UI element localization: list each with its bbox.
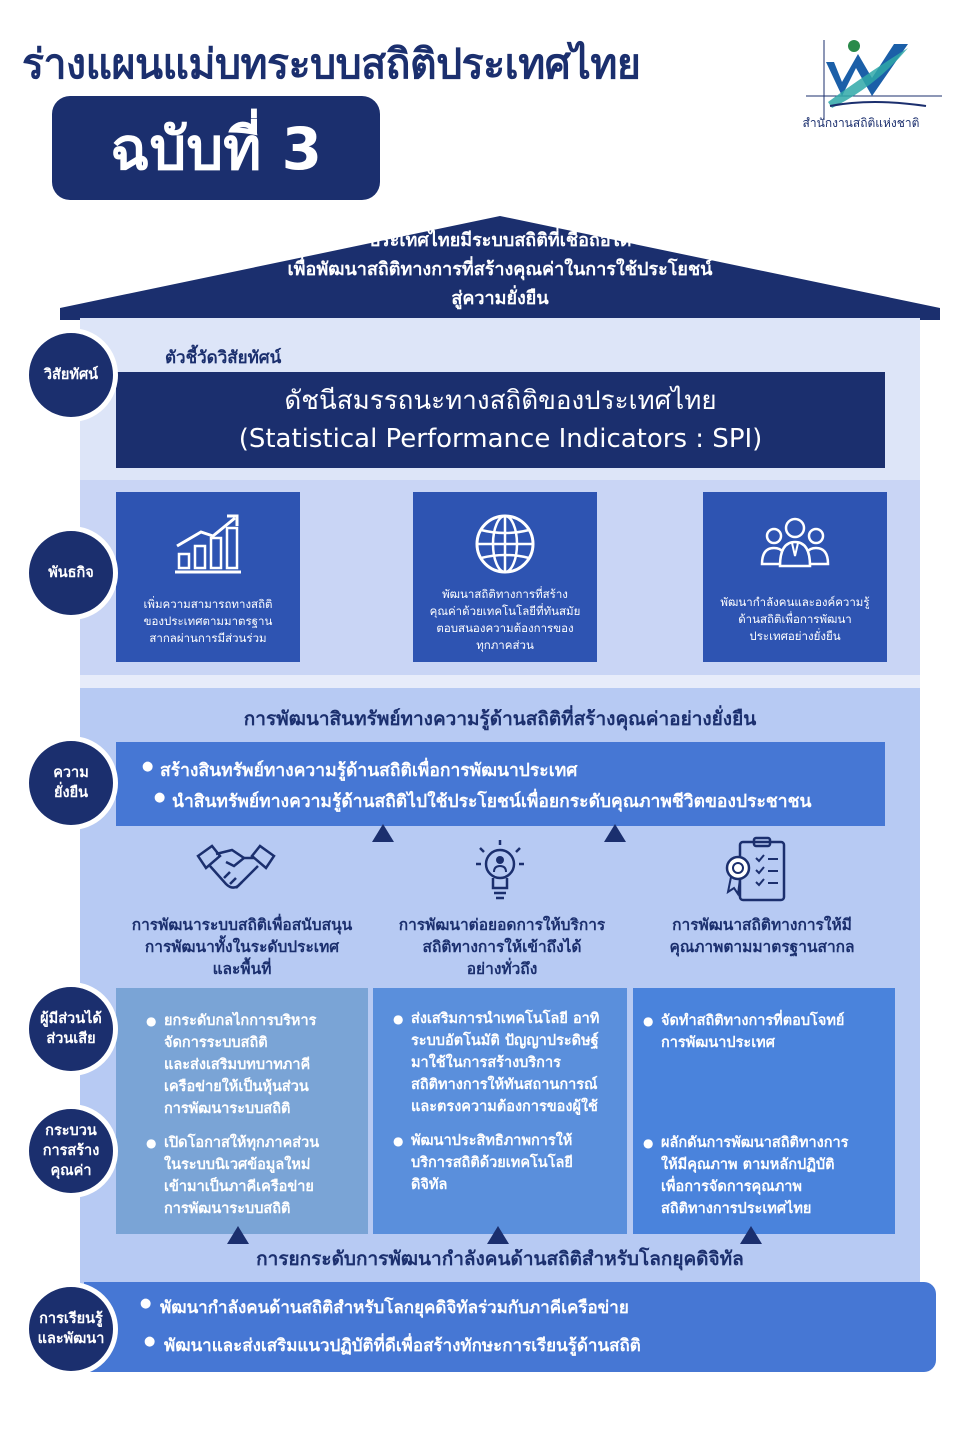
- pillar-item-line: และตรงความต้องการของผู้ใช้: [411, 1099, 598, 1115]
- learning-bullet: ● พัฒนาและส่งเสริมแนวปฏิบัติที่ดีเพื่อสร้างทักษะการเรียนรู้ด้านสถิติ: [164, 1332, 641, 1359]
- pillar-item: [164, 1010, 362, 1120]
- mission-card-2: [413, 492, 597, 662]
- side-label-text: ความ: [53, 765, 89, 781]
- pillar-item-line: เครือข่ายให้เป็นหุ้นส่วน: [164, 1079, 309, 1095]
- side-label-vision: [24, 328, 118, 422]
- pillar-item-line: ● เปิดโอกาสให้ทุกภาคส่วน: [164, 1135, 320, 1151]
- up-triangle-icon: [740, 1226, 762, 1244]
- pillar-item-line: ● ผลักดันการพัฒนาสถิติทางการ: [661, 1135, 849, 1151]
- pillar-title-3: [632, 914, 892, 958]
- pillar-item-line: ● ส่งเสริมการนำเทคโนโลยี อาทิ: [411, 1011, 600, 1027]
- side-label-learning: [24, 1282, 118, 1376]
- indicator-label: ตัวชี้วัดวิสัยทัศน์: [165, 348, 282, 368]
- pillar-title-2: [372, 914, 632, 980]
- sustainability-bullet: ● สร้างสินทรัพย์ทางความรู้ด้านสถิติเพื่อการพัฒนาประเทศ: [160, 756, 577, 784]
- side-label-text: ส่วนเสีย: [46, 1031, 96, 1047]
- mission-card-1: [116, 492, 300, 662]
- pillar-title-line: การพัฒนาสถิติทางการให้มี: [672, 916, 852, 934]
- up-triangle-icon: [227, 1226, 249, 1244]
- pillar-title-line: สถิติทางการให้เข้าถึงได้: [422, 938, 582, 956]
- pillar-item-line: จัดการระบบสถิติ: [164, 1035, 268, 1051]
- pillar-item-line: มาใช้ในการสร้างบริการ: [411, 1055, 561, 1071]
- vision-statement: [150, 226, 850, 313]
- side-label-text: วิสัยทัศน์: [43, 367, 99, 383]
- vision-line: สู่ความยั่งยืน: [451, 288, 549, 309]
- growth-chart-icon: [173, 512, 243, 576]
- pillar-item-line: สถิติทางการประเทศไทย: [661, 1201, 812, 1217]
- spi-title-thai: ดัชนีสมรรถนะทางสถิติของประเทศไทย: [284, 386, 717, 416]
- pillar-column-3: [633, 988, 895, 1234]
- pillar-item-line: ดิจิทัล: [411, 1177, 448, 1193]
- up-triangle-icon: [487, 1226, 509, 1244]
- pillar-item-line: การพัฒนาระบบสถิติ: [164, 1201, 291, 1217]
- mission-line: พัฒนาสถิติทางการที่สร้าง: [442, 587, 568, 601]
- lightbulb-icon: [460, 836, 540, 906]
- side-label-process: [24, 1104, 118, 1198]
- side-label-text: การเรียนรู้: [39, 1311, 103, 1327]
- pillar-title-line: คุณภาพตามมาตรฐานสากล: [669, 938, 855, 956]
- mission-line: พัฒนากำลังคนและองค์ความรู้: [720, 595, 870, 609]
- sustainability-box: [116, 742, 885, 826]
- pillar-item: [661, 1010, 889, 1054]
- pillar-title-1: [112, 914, 372, 980]
- pillar-item-line: ระบบอัตโนมัติ ปัญญาประดิษฐ์: [411, 1033, 599, 1049]
- pillar-item: [164, 1132, 362, 1220]
- sustainability-bullet: ● นำสินทรัพย์ทางความรู้ด้านสถิติไปใช้ประโยชน์เพื่อยกระดับคุณภาพชีวิตของประชาชน: [172, 787, 811, 815]
- up-triangle-icon: [372, 824, 394, 842]
- pillar-item: [411, 1130, 621, 1196]
- side-label-mission: [24, 526, 118, 620]
- page-title: ร่างแผนแม่บทระบบสถิติประเทศไทย: [22, 40, 641, 88]
- pillar-item-line: ในระบบนิเวศข้อมูลใหม่: [164, 1157, 311, 1173]
- mission-line: คุณค่าด้วยเทคโนโลยีที่ทันสมัย: [429, 604, 581, 618]
- side-label-text: พันธกิจ: [48, 565, 94, 581]
- certified-checklist-icon: [716, 836, 796, 906]
- vision-line: ประเทศไทยมีระบบสถิติที่เชื่อถือได้: [368, 230, 632, 251]
- pillar-item-line: ● จัดทำสถิติทางการที่ตอบโจทย์: [661, 1013, 845, 1029]
- side-label-text: กระบวน: [45, 1123, 97, 1139]
- pillar-item: [661, 1132, 889, 1220]
- spi-box: [116, 372, 885, 468]
- spi-title-english: (Statistical Performance Indicators : SPI): [238, 424, 763, 454]
- pillar-title-line: การพัฒนาระบบสถิติเพื่อสนับสนุน: [131, 916, 353, 934]
- pillar-item-line: เพื่อการจัดการคุณภาพ: [661, 1179, 802, 1195]
- mission-line: ตอบสนองความต้องการของ: [436, 621, 574, 635]
- pillar-item-line: ● ยกระดับกลไกการบริหาร: [164, 1013, 317, 1029]
- side-label-text: คุณค่า: [50, 1163, 92, 1179]
- learning-box: [84, 1282, 936, 1372]
- pillar-item-line: ให้มีคุณภาพ ตามหลักปฏิบัติ: [661, 1157, 835, 1173]
- edition-badge: ฉบับที่ 3: [52, 96, 380, 200]
- up-triangle-icon: [604, 824, 626, 842]
- side-label-sustainability: [24, 736, 118, 830]
- pillar-title-line: อย่างทั่วถึง: [466, 960, 538, 978]
- side-label-text: ผู้มีส่วนได้: [40, 1011, 102, 1027]
- mission-line: ประเทศอย่างยั่งยืน: [749, 629, 841, 643]
- mission-card-3: [703, 492, 887, 662]
- pillar-item-line: การพัฒนาระบบสถิติ: [164, 1101, 291, 1117]
- pillar-item: [411, 1008, 621, 1118]
- pillar-item-line: สถิติทางการให้ทันสถานการณ์: [411, 1077, 598, 1093]
- pillar-title-line: และพื้นที่: [212, 960, 272, 978]
- people-group-icon: [745, 512, 845, 576]
- vision-line: เพื่อพัฒนาสถิติทางการที่สร้างคุณค่าในการใช้ประโยชน์: [287, 259, 713, 280]
- handshake-icon: [196, 836, 276, 906]
- mission-line: เพิ่มความสามารถทางสถิติ: [143, 597, 273, 611]
- sustainability-heading: การพัฒนาสินทรัพย์ทางความรู้ด้านสถิติที่สร้างคุณค่าอย่างยั่งยืน: [243, 708, 757, 730]
- side-label-text: และพัฒนา: [37, 1331, 105, 1347]
- learning-bullet: ● พัฒนากำลังคนด้านสถิติสำหรับโลกยุคดิจิทัลร่วมกับภาคีเครือข่าย: [160, 1294, 629, 1321]
- mission-line: ด้านสถิติเพื่อการพัฒนา: [738, 612, 852, 626]
- side-label-stakeholder: [24, 982, 118, 1076]
- pillar-item-line: เข้ามาเป็นภาคีเครือข่าย: [164, 1179, 314, 1195]
- side-label-text: การสร้าง: [42, 1143, 100, 1159]
- pillar-title-line: การพัฒนาทั้งในระดับประเทศ: [144, 938, 340, 956]
- mission-line: ของประเทศตามมาตรฐาน: [143, 614, 273, 628]
- mission-line: ทุกภาคส่วน: [476, 638, 534, 652]
- globe-icon: [470, 512, 540, 576]
- org-name: สำนักงานสถิติแห่งชาติ: [802, 116, 920, 130]
- pillar-item-line: การพัฒนาประเทศ: [661, 1035, 775, 1051]
- pillar-title-line: การพัฒนาต่อยอดการให้บริการ: [398, 916, 606, 934]
- pillar-item-line: และส่งเสริมบทบาทภาคี: [164, 1057, 311, 1073]
- learning-heading: การยกระดับการพัฒนากำลังคนด้านสถิติสำหรับโลกยุคดิจิทัล: [256, 1248, 744, 1270]
- pillar-column-1: [116, 988, 368, 1234]
- side-label-text: ยั่งยืน: [54, 785, 88, 801]
- pillar-column-2: [373, 988, 627, 1234]
- mission-line: สากลผ่านการมีส่วนร่วม: [149, 631, 267, 645]
- pillar-item-line: ● พัฒนาประสิทธิภาพการให้: [411, 1133, 573, 1149]
- pillar-item-line: บริการสถิติด้วยเทคโนโลยี: [411, 1155, 573, 1171]
